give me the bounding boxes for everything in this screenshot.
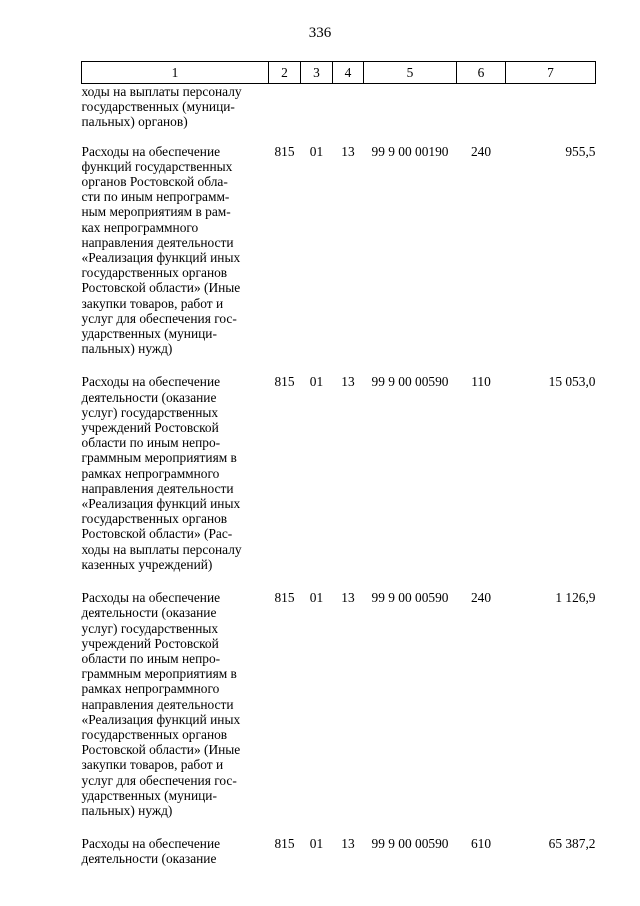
row-description [82,572,269,818]
description-line: направления деятельности [81,480,234,496]
description-line: Ростовской области» (Иные [81,280,241,296]
budget-table [81,61,596,867]
target-article-code: 99 9 00 00590 [371,836,449,852]
description-line: услуг для обеспечения гос- [81,772,237,788]
description-line: пальных) нужд) [81,802,173,818]
amount: 15 053,0 [548,374,596,390]
description-line: рамках непрограммного [81,681,220,697]
description-line: Расходы на обеспечение [81,374,221,390]
ministry-code: 815 [274,590,295,606]
ministry-code: 815 [274,836,295,852]
description-line: Ростовской области» (Рас- [81,526,233,542]
table-row [82,818,596,866]
subsection-code: 13 [341,590,355,606]
description-line: деятельности (оказание [81,389,217,405]
header-col-7: 7 [506,62,596,84]
section-code: 01 [309,374,324,390]
header-col-4: 4 [333,62,364,84]
description-line: ках непрограммного [81,219,199,235]
description-line: пальных) нужд) [81,341,173,357]
target-article-code: 99 9 00 00590 [371,590,449,606]
header-col-3: 3 [301,62,333,84]
row-description [82,818,269,866]
description-line: Расходы на обеспечение [81,836,221,852]
description-line: «Реализация функций иных [81,711,241,727]
description-line: учреждений Ростовской [81,635,219,651]
description-line: области по иным непро- [81,435,221,451]
row-description [82,130,269,357]
row-description [82,356,269,572]
description-line: ным мероприятиям в рам- [81,204,231,220]
expense-type-code: 110 [471,374,491,390]
subsection-code: 13 [341,374,355,390]
header-col-6: 6 [457,62,506,84]
description-line: Ростовской области» (Иные [81,742,241,758]
description-line: деятельности (оказание [81,605,217,621]
description-line: услуг для обеспечения гос- [81,310,237,326]
expense-type-code: 240 [470,143,492,159]
description-line: функций государственных [81,158,233,174]
description-line: области по иным непро- [81,650,221,666]
header-row [82,62,596,84]
description-line: ходы на выплаты персоналу [81,541,242,557]
subsection-code: 13 [341,143,355,159]
description-line: Расходы на обеспечение [81,590,221,606]
amount: 65 387,2 [548,836,596,852]
subsection-code: 13 [341,836,355,852]
description-line: услуг) государственных [81,404,219,420]
description-line: ударственных (муници- [81,787,217,803]
description-line: государственных органов [81,265,228,281]
description-line: направления деятельности [81,696,234,712]
description-line: «Реализация функций иных [81,496,241,512]
page-number: 336 [308,25,332,41]
ministry-code: 815 [274,143,295,159]
section-code: 01 [309,590,324,606]
amount: 955,5 [565,143,596,159]
description-line: учреждений Ростовской [81,420,219,436]
expense-type-code: 240 [470,590,492,606]
description-line: пальных) органов) [81,114,188,130]
description-line: граммным мероприятиям в [81,450,237,466]
target-article-code: 99 9 00 00190 [371,143,449,159]
description-line: органов Ростовской обла- [81,174,228,190]
description-line: государственных (муници- [81,99,235,115]
section-code: 01 [309,836,324,852]
description-line: направления деятельности [81,234,234,250]
section-code: 01 [309,143,324,159]
description-line: сти по иным непрограмм- [81,189,230,205]
header-col-5: 5 [364,62,457,84]
description-line: ходы на выплаты персоналу [81,84,242,99]
description-line: услуг) государственных [81,620,219,636]
description-line: ударственных (муници- [81,326,217,342]
description-line: «Реализация функций иных [81,250,241,266]
expense-type-code: 610 [470,836,492,852]
table-row [82,356,596,572]
table-row [82,572,596,818]
description-line: закупки товаров, работ и [81,757,224,773]
table-row [82,130,596,357]
description-line: казенных учреждений) [81,556,213,572]
description-line: закупки товаров, работ и [81,295,224,311]
description-line: деятельности (оказание [81,851,217,867]
ministry-code: 815 [274,374,295,390]
description-line: Расходы на обеспечение [81,143,221,159]
description-line: государственных органов [81,511,228,527]
header-col-2: 2 [269,62,301,84]
amount: 1 126,9 [555,590,596,606]
header-col-1: 1 [82,62,269,84]
row-description [82,84,269,130]
target-article-code: 99 9 00 00590 [371,374,449,390]
description-line: рамках непрограммного [81,465,220,481]
table-row-continuation [82,84,596,130]
description-line: государственных органов [81,726,228,742]
description-line: граммным мероприятиям в [81,666,237,682]
